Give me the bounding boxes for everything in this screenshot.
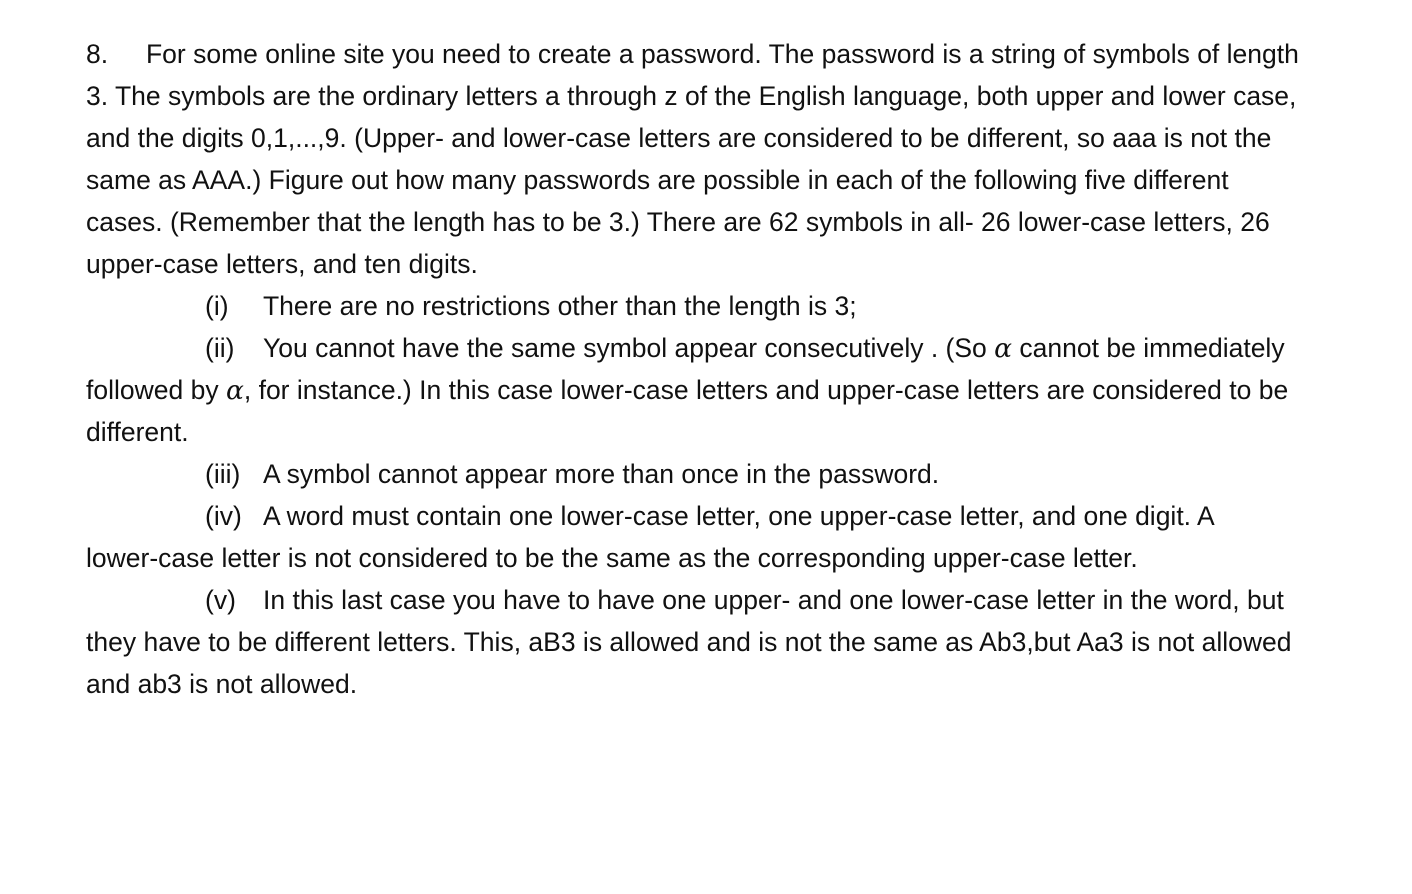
part-ii-marker: (ii) — [205, 333, 235, 363]
part-ii-text-2a: followed by — [86, 375, 226, 405]
part-ii-text-1b: cannot be immediately — [1012, 333, 1285, 363]
part-i-marker: (i) — [205, 291, 229, 321]
part-i-text: There are no restrictions other than the length is 3; — [263, 291, 857, 321]
alpha-symbol: α — [225, 375, 244, 406]
part-ii-line-2 — [86, 369, 1288, 411]
part-v-marker: (v) — [205, 585, 236, 615]
part-v-text-1: In this last case you have to have one upper- and one lower-case letter in the word, but — [263, 585, 1284, 615]
part-iv-marker: (iv) — [205, 501, 242, 531]
part-iv-line-1 — [205, 495, 1215, 537]
problem-number: 8. — [86, 39, 109, 69]
part-v-line-3: and ab3 is not allowed. — [86, 669, 358, 699]
part-v-line-1 — [205, 579, 1284, 621]
part-ii-text-2b: , for instance.) In this case lower-case letters and upper-case letters are considered to be — [243, 375, 1289, 405]
part-v-line-2: they have to be different letters. This, aB3 is allowed and is not the same as Ab3,but Aa3 is not allowed — [86, 627, 1292, 657]
part-ii-line-3: different. — [86, 417, 189, 447]
problem-intro-line-4: same as AAA.) Figure out how many passwords are possible in each of the following five different — [86, 165, 1229, 195]
problem-intro-line-2: 3. The symbols are the ordinary letters a through z of the English language, both upper and lower case, — [86, 81, 1297, 111]
problem-intro-line-5: cases. (Remember that the length has to be 3.) There are 62 symbols in all- 26 lower-case letters, 26 — [86, 207, 1270, 237]
part-iv-text-1: A word must contain one lower-case letter, one upper-case letter, and one digit. A — [263, 501, 1215, 531]
part-iv-line-2: lower-case letter is not considered to be the same as the corresponding upper-case letter. — [86, 543, 1138, 573]
part-ii-text-1a: You cannot have the same symbol appear consecutively . (So — [263, 333, 995, 363]
part-iii-marker: (iii) — [205, 459, 241, 489]
part-ii-line-1 — [205, 327, 1285, 369]
problem-intro-line-6: upper-case letters, and ten digits. — [86, 249, 478, 279]
intro-text-1: For some online site you need to create a password. The password is a string of symbols of length — [146, 39, 1299, 69]
part-i — [205, 285, 857, 327]
problem-intro-line-3: and the digits 0,1,...,9. (Upper- and lower-case letters are considered to be different, so aaa is not the — [86, 123, 1272, 153]
part-iii — [205, 453, 939, 495]
problem-intro-line-1 — [86, 33, 1299, 75]
part-iii-text: A symbol cannot appear more than once in the password. — [263, 459, 940, 489]
alpha-symbol: α — [994, 333, 1013, 364]
